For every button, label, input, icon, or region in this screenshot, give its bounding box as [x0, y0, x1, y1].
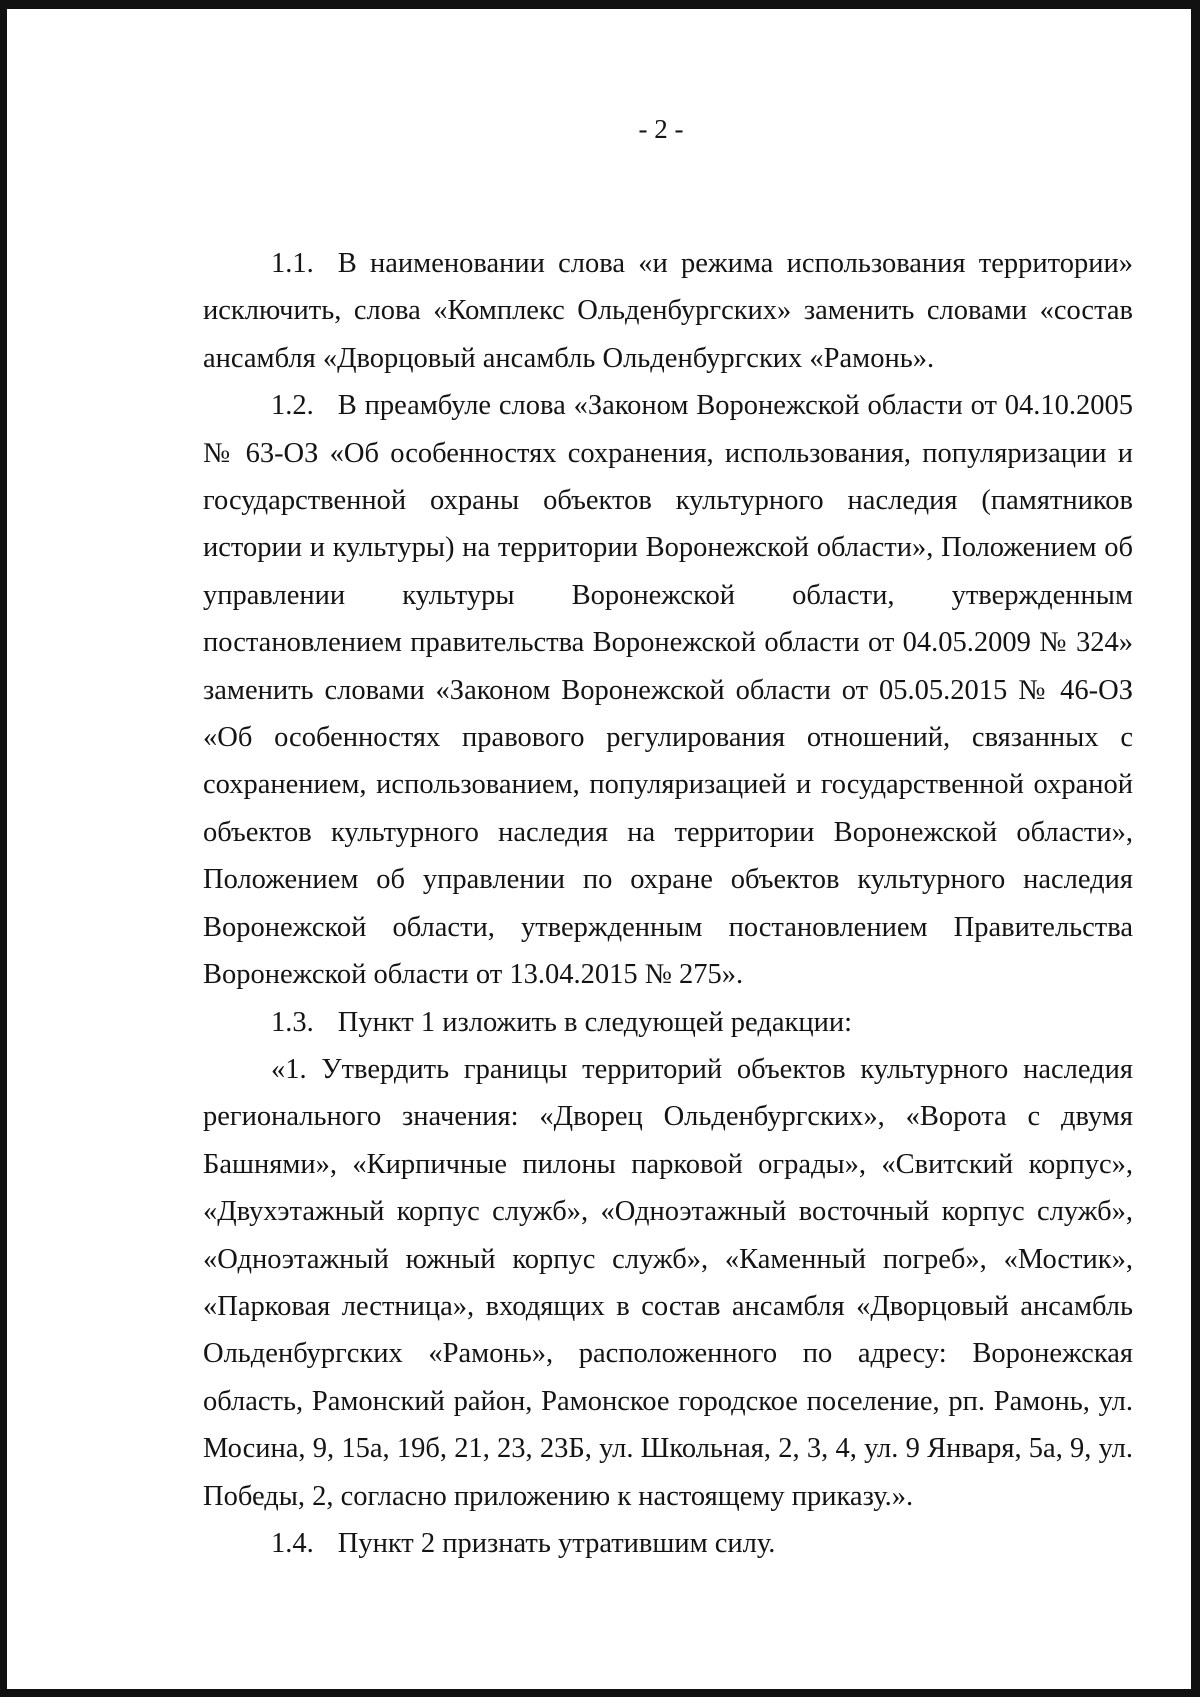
paragraph-1-1 [203, 240, 1133, 382]
document-body [203, 240, 1133, 1567]
paragraph-number: 1.2. [271, 390, 314, 422]
paragraph-number: 1.4. [271, 1527, 314, 1559]
paragraph-quoted-clause [203, 1046, 1133, 1520]
paragraph-number: 1.3. [271, 1006, 314, 1038]
paragraph-text: В преамбуле слова «Законом Воронежской области от 04.10.2005 № 63-ОЗ «Об особенностях сохранения, использования, популяризации и государственной охраны объектов культурного наследия (памятников истории и культуры) на территории Воронежской области», Положением об управлении культуры Воронежской области, утвержденным постановлением правительства Воронежской области от 04.05.2009 № 324» заменить словами «Законом Воронежской области от 05.05.2015 № 46-ОЗ «Об особенностях правового регулирования отношений, связанных с сохранением, использованием, популяризацией и государственной охраной объектов культурного наследия на территории Воронежской области», Положением об управлении по охране объектов культурного наследия Воронежской области, утвержденным постановлением Правительства Воронежской области от 13.04.2015 № 275». [203, 390, 1133, 991]
paragraph-number: 1.1. [271, 248, 314, 279]
page-number: - 2 - [638, 114, 684, 144]
paragraph-text: Пункт 1 изложить в следующей редакции: [337, 1006, 852, 1038]
paragraph-1-3 [203, 999, 1133, 1046]
paragraph-text: В наименовании слова «и режима использования территории» исключить, слова «Комплекс Ольденбургских» заменить словами «состав ансамбля «Дворцовый ансамбль Ольденбургских «Рамонь». [203, 248, 1133, 374]
paragraph-1-2 [203, 382, 1133, 998]
paragraph-text: «1. Утвердить границы территорий объектов культурного наследия регионального значения: «Дворец Ольденбургских», «Ворота с двумя Башнями», «Кирпичные пилоны парковой ограды», «Свитский корпус», «Двухэтажный корпус служб», «Одноэтажный восточный корпус служб», «Одноэтажный южный корпус служб», «Каменный погреб», «Мостик», «Парковая лестница», входящих в состав ансамбля «Дворцовый ансамбль Ольденбургских «Рамонь», расположенного по адресу: Воронежская область, Рамонский район, Рамонское городское поселение, рп. Рамонь, ул. Мосина, 9, 15а, 19б, 21, 23, 23Б, ул. Школьная, 2, 3, 4, ул. 9 Января, 5а, 9, ул. Победы, 2, согласно приложению к настоящему приказу.». [203, 1053, 1133, 1512]
paragraph-1-4 [203, 1520, 1133, 1567]
paragraph-text: Пункт 2 признать утратившим силу. [337, 1527, 776, 1559]
